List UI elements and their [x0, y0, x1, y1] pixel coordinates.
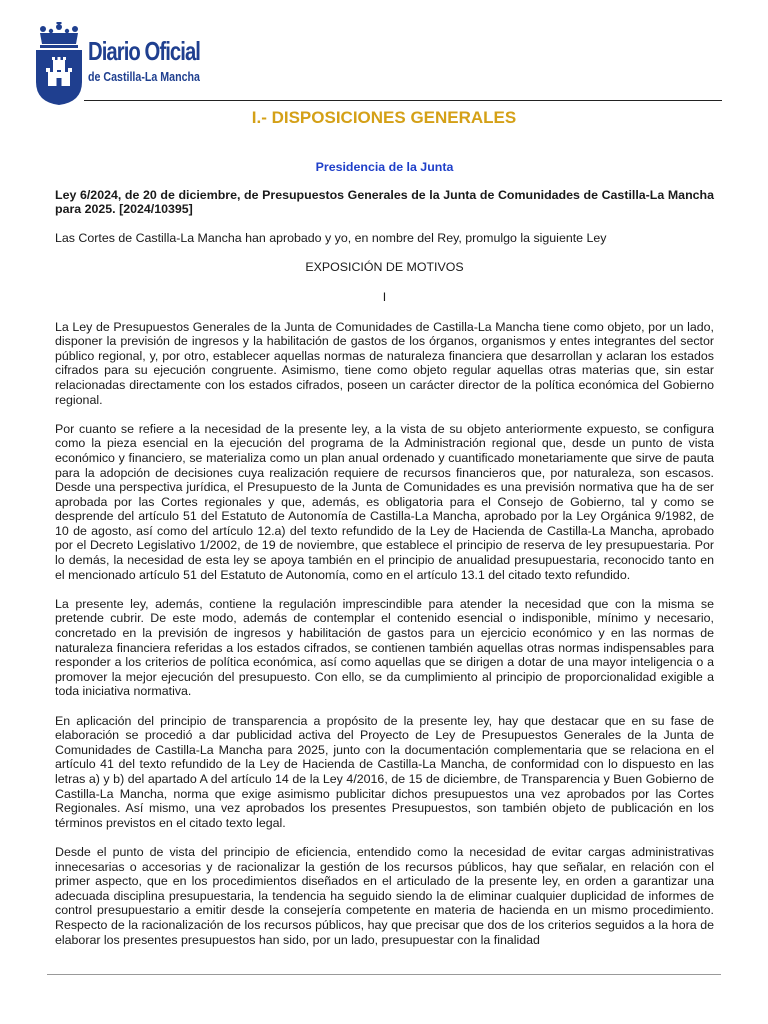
section-heading: I.- DISPOSICIONES GENERALES: [251, 108, 517, 127]
header: [0, 0, 768, 110]
roman-numeral: I: [382, 289, 387, 304]
department-name: Presidencia de la Junta: [315, 160, 454, 174]
paragraph: La Ley de Presupuestos Generales de la Junta de Comunidades de Castilla-La Mancha tiene como objeto, por un lado, disponer la previsión de ingresos y la habilitación de gastos de los órganos, organismos y entes integrantes del sector público regional, y, por otro, establecer aquellas normas de naturaleza financiera que desarrollan y aclaran los estados cifrados para su ejecución congruente. Asimismo, tiene como objeto regular aquellas otras materias que, sin estar relacionadas directamente con los estados cifrados, poseen un carácter director de la política económica del Gobierno regional.: [55, 319, 714, 407]
header-divider: [84, 100, 722, 101]
brand-title: Diario Oficial: [88, 36, 201, 66]
promulgation-text: Las Cortes de Castilla-La Mancha han aprobado y yo, en nombre del Rey, promulgo la siguiente Ley: [55, 230, 607, 245]
document-body: [55, 160, 714, 962]
exposition-heading: EXPOSICIÓN DE MOTIVOS: [305, 260, 464, 275]
bottom-divider: [47, 974, 721, 975]
castle-crown-shield-icon: [34, 22, 84, 106]
paragraph: Por cuanto se refiere a la necesidad de la presente ley, a la vista de su objeto anteriormente expuesto, se configura como la pieza esencial en la ejecución del programa de la Administración regional que, desde un punto de vista económico y financiero, se materializa como un plan anual ordenado y cuantificado monetariamente que sirve de pauta para la adopción de decisiones cuya realización requiere de recursos financieros que, por naturaleza, son escasos. Desde una perspectiva jurídica, el Presupuesto de la Junta de Comunidades es una previsión normativa que ha de ser aprobada por las Cortes regionales y que, además, es obligatoria para el Consejo de Gobierno, tal y como se desprende del artículo 51 del Estatuto de Autonomía de Castilla-La Mancha, aprobado por la Ley Orgánica 9/1982, de 10 de agosto, así como del artículo 12.a) del texto refundido de la Ley de Hacienda de Castilla-La Mancha, aprobado por el Decreto Legislativo 1/2002, de 19 de noviembre, que establece el principio de reserva de ley presupuestaria. Por lo demás, la necesidad de esta ley se apoya también en el principio de anualidad presupuestaria, reconocido tanto en el mencionado artículo 51 del Estatuto de Autonomía, como en el artículo 13.1 del citado texto refundido.: [55, 421, 714, 582]
brand-subtitle: de Castilla-La Mancha: [88, 69, 200, 84]
law-title: Ley 6/2024, de 20 de diciembre, de Presupuestos Generales de la Junta de Comunidades de Castilla-La Mancha para 2025. [2024/10395]: [55, 187, 714, 217]
paragraph: Desde el punto de vista del principio de eficiencia, entendido como la necesidad de evitar cargas administrativas innecesarias o accesorias y de racionalizar la gestión de los recursos públicos, hay que señalar, en relación con el primer aspecto, que en los procedimientos diseñados en el articulado de la presente ley, en orden a garantizar una adecuada disciplina presupuestaria, la tendencia ha seguido siendo la de eliminar cualquier duplicidad de informes de control presupuestario a emitir desde la consejería competente en materia de hacienda en un mismo procedimiento. Respecto de la racionalización de los recursos públicos, hay que precisar que dos de los criterios seguidos a la hora de elaborar los presentes presupuestos han sido, por un lado, presupuestar con la finalidad: [55, 844, 714, 947]
paragraph: En aplicación del principio de transparencia a propósito de la presente ley, hay que destacar que en su fase de elaboración se procedió a dar publicidad activa del Proyecto de Ley de Presupuestos Generales de la Junta de Comunidades de Castilla-La Mancha para 2025, junto con la documentación complementaria que se relaciona en el artículo 41 del texto refundido de la Ley de Hacienda de Castilla-La Mancha, de conformidad con lo dispuesto en las letras a) y b) del apartado A del artículo 14 de la Ley 4/2016, de 15 de diciembre, de Transparencia y Buen Gobierno de Castilla-La Mancha, norma que exige asimismo publicitar dichos presupuestos una vez aprobados por las Cortes Regionales. Así mismo, una vez aprobados los presentes Presupuestos, son también objeto de publicación en los términos previstos en el citado texto legal.: [55, 713, 714, 830]
paragraph: La presente ley, además, contiene la regulación imprescindible para atender la necesidad que con la misma se pretende cubrir. De este modo, además de contemplar el contenido esencial o indisponible, mínimo y necesario, concretado en la previsión de ingresos y habilitación de gastos para un ejercicio económico y en las normas de naturaleza financiera referidas a los estados cifrados, se contienen también aquellas otras normas indispensables para responder a los criterios de política económica, así como aquellas que se dirigen a dotar de una mayor inteligencia o a promover la mejor ejecución del presupuesto. Con ello, se da cumplimiento al principio de proporcionalidad exigible a toda iniciativa normativa.: [55, 596, 714, 699]
